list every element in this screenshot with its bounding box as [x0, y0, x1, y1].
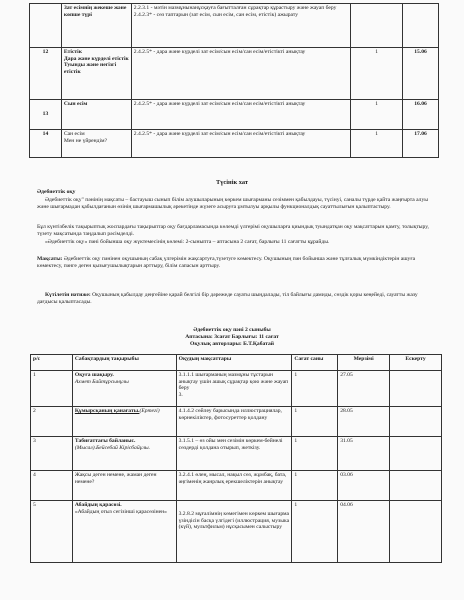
result-label: Күтілетін нәтиже:	[45, 292, 91, 298]
row-objective: 2.4.2.5* - дара және күрделі зат есім/сын есім/сан есім/етістікті анықтау	[131, 100, 350, 130]
row-date: 17.06	[403, 130, 439, 158]
lesson-title: Абайдың қарасөзі.	[74, 502, 122, 508]
row-topic: Етістік Дара және күрделі етістік Туынды және негізгі етістік	[61, 48, 131, 100]
table-row	[30, 4, 439, 48]
note-paragraph: Әдебиеттік оқу" пәнінің мақсаты – бастауыш сынып білім алушыларының көркем шығарманы сезіммен қабылдауы, түсінуі, саналы түрде қайта жаңғырта алуы және шығармадан қабылдағанын өзінің шығармашылық әрекетінде жүзеге асыруға ұмтылуы арқылы функционалдық сауаттылығын қалыптастыру.	[37, 197, 429, 210]
lesson-title: Жақсы деген немене, жаман деген немене?	[74, 472, 157, 485]
row-note	[390, 437, 442, 471]
note-heading: Түсінік хат	[215, 179, 249, 186]
lesson-author: (Мысал).Бейсебай Кірісбайұлы.	[74, 444, 151, 451]
row-number: 5	[31, 501, 73, 563]
row-number: 2	[31, 407, 73, 437]
row-note	[390, 371, 442, 407]
table-row	[31, 437, 442, 471]
table-row	[30, 100, 439, 130]
row-objective: 3.2.4.1 өлең, мысал, нақыл сөз, жұмбақ, бата, әңгіменің жанрлық ерекшеліктерін анықтау	[176, 471, 292, 501]
row-date: 27.05	[338, 371, 390, 407]
aim-text: Әдебиеттік оқу пәнінен оқушының сабақ үлгерімін жақсартуға,түзетуге көмектесу. Оқушының пән бойынша және тұлғалық мүмкіндіктерін ашуға көмектесу, пәнге деген қызығушылықтарын арттыру, білім сапасын арттыру.	[37, 256, 416, 269]
row-date	[403, 4, 439, 48]
row-note	[390, 407, 442, 437]
result-text: Оқушының қабылдау деңгейіне қарай белгілі бір дәрежеде сауаты шыңдалады, тіл байлығы дамиды, сөздік қоры кеңейеді, сауатты жазу дағдысы қалыптасады.	[37, 292, 418, 305]
row-hours: 1	[292, 407, 338, 437]
row-hours: 1	[292, 471, 338, 501]
subject-title: Әдебиеттік оқу пәні 2 сыныбы	[193, 327, 271, 333]
row-number: 3	[31, 437, 73, 471]
row-note	[390, 471, 442, 501]
note-result	[37, 292, 437, 306]
lesson-author: Ахмет Байтұрсынұлы	[74, 378, 129, 385]
lesson-title: Табиғаттағы байланыс.	[74, 438, 136, 444]
note-paragraph: Бұл күнтізбелік тақырыптық жоспардағы тақырыптар оқу бағдарламасында көлемді үлгерімі оқушыларға қиындық туындатқан оқу мақсаттарын қамту, толықтыру, түзету мақсатында таңдалып рәсімделді.	[37, 224, 429, 237]
table-row	[30, 48, 439, 100]
hours-line: Аптасына: 3сағат Барлығы: 11 сағат	[185, 334, 279, 340]
row-objective: 3.1.5.1 – өз ойы мен сезімін көркем-бейнелі сөздерді қолдана отырып, жеткізу.	[176, 437, 292, 471]
row-number	[30, 4, 62, 48]
row-objective: 4.1.4.2 сөйлеу барысында иллюстрациялар, көрнекіліктер, фотосуреттер қолдану	[176, 407, 292, 437]
row-number: 4	[31, 471, 73, 501]
header-num: р/с	[31, 355, 73, 371]
header-topic: Сабақтардың тақырыбы	[72, 355, 176, 371]
lesson-author: «Абайдың отыз сегізінші қарасөзінен»	[74, 508, 167, 515]
lesson-title: Оқуға шақыру.	[74, 372, 114, 378]
row-topic	[72, 371, 176, 407]
table-row	[31, 371, 442, 407]
header-objective: Оқудың мақсаттары	[176, 355, 292, 371]
header-hours: Сағат саны	[292, 355, 338, 371]
row-hours: 1	[351, 130, 403, 158]
row-topic: Зат есімнің жекеше және көпше түрі	[61, 4, 131, 48]
lesson-plan-table	[30, 354, 442, 563]
row-hours: 1	[292, 437, 338, 471]
row-date: 03.06	[338, 471, 390, 501]
header-note: Ескерту	[390, 355, 442, 371]
row-topic: Сан есім Мен не үйрендім?	[61, 130, 131, 158]
header-date: Мерзімі	[338, 355, 390, 371]
row-topic	[72, 437, 176, 471]
row-hours: 1	[351, 100, 403, 130]
row-hours	[351, 4, 403, 48]
textbook-authors: Оқулық авторлары: Б.Т.Қабатай	[190, 341, 274, 347]
note-subheading: Әдебиеттік оқу	[37, 189, 76, 195]
row-number: 1	[31, 371, 73, 407]
row-topic: Сын есім	[61, 100, 131, 130]
row-hours: 1	[292, 371, 338, 407]
row-objective: 2.4.2.5* - дара және күрделі зат есім/сын есім/сан есім/етістікті анықтау	[131, 130, 350, 158]
row-objective: 2.4.2.5* - дара және күрделі зат есім/сын есім/сан есім/етістікті анықтау	[131, 48, 350, 100]
table-row	[31, 501, 442, 563]
lesson-plan-table-continued	[29, 3, 439, 158]
row-number: 12	[30, 48, 62, 100]
row-date: 15.06	[403, 48, 439, 100]
row-hours: 1	[351, 48, 403, 100]
row-objective: 2.2.3.1 - мәтін мазмұнынанұсқауға бағытталған сұрақтар құрастыру және жауап беру 2.4.2.3* - сөз таптарын (зат есім, сын есім, сан есім, етістік) ажырату	[131, 4, 350, 48]
table-row	[30, 130, 439, 158]
row-topic	[72, 407, 176, 437]
row-objective: 3.2.8.2 мұғалімнің көмегімен көркем шығарма үзіндісін басқа үлгідегі (иллюстрация, музыка (күй), мультфильм) нұсқасымен салыстыру	[176, 501, 292, 563]
row-topic	[72, 471, 176, 501]
table-row	[31, 407, 442, 437]
row-date: 31.05	[338, 437, 390, 471]
row-number: 14	[30, 130, 62, 158]
lesson-title: Құмырсқаның қанағаты.	[74, 408, 140, 414]
note-paragraph: «Әдебиеттік оқу» пәні бойынша оқу жүктемесінің көлемі: 2-сыныпта – аптасына 2 сағат, барлығы 11 сағатты құрайды.	[45, 239, 330, 245]
row-objective: 3.1.1.1 шығарманың мазмұны тұстарын анықтау үшін ашық сұрақтар қою және жауап беру 3.	[176, 371, 292, 407]
table-header-row	[31, 355, 442, 371]
row-date: 28.05	[338, 407, 390, 437]
lesson-author: (Ертегі)	[139, 408, 160, 414]
row-hours: 1	[292, 501, 338, 563]
row-date: 04.06	[338, 501, 390, 563]
row-number: 13	[30, 100, 62, 130]
row-topic	[72, 501, 176, 563]
note-aim	[37, 256, 437, 270]
table-row	[31, 471, 442, 501]
aim-label: Мақсаты:	[37, 256, 63, 262]
row-note	[390, 501, 442, 563]
row-date: 16.06	[403, 100, 439, 130]
